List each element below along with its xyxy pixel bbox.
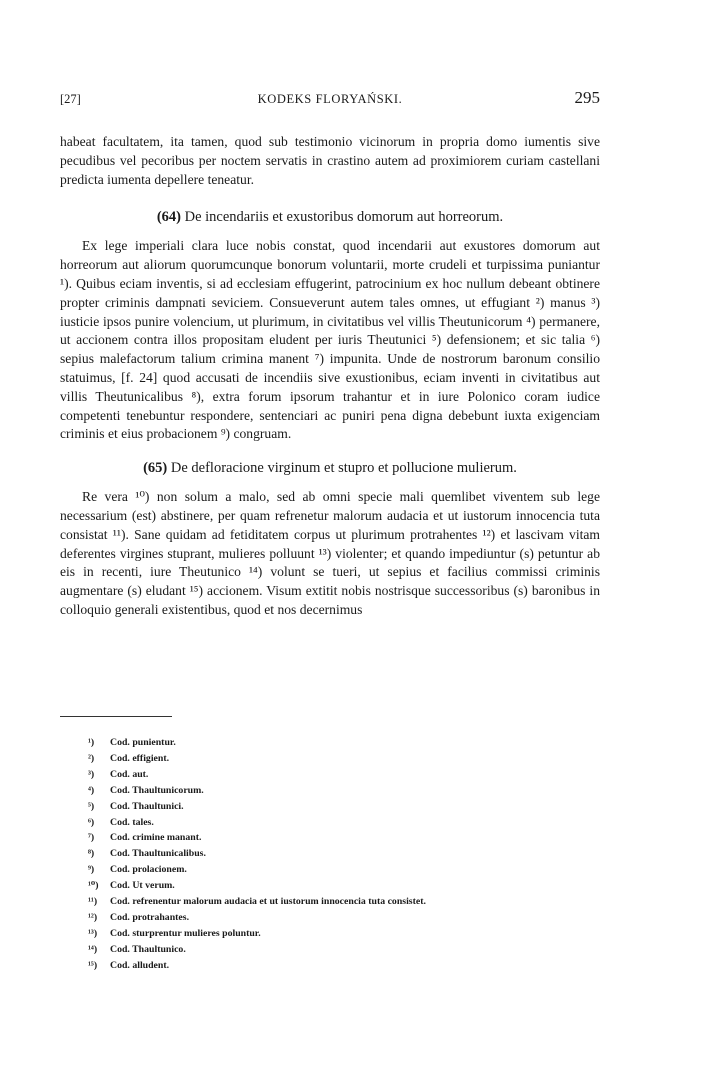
footnote-text: Cod. refrenentur malorum audacia et ut iustorum innocencia tuta consistet.	[110, 896, 426, 908]
footnote-mark: ⁹)	[88, 864, 95, 876]
footnote-text: Cod. crimine manant.	[110, 832, 202, 844]
section-65-number: (65)	[143, 460, 168, 477]
section-64-heading	[60, 207, 600, 227]
footnote-text: Cod. sturprentur mulieres poluntur.	[110, 927, 261, 939]
footnote-text: Cod. punientur.	[110, 737, 176, 748]
footnote	[88, 846, 588, 862]
footnote-mark: ⁴)	[88, 784, 95, 796]
page-number: 295	[574, 88, 600, 107]
footnote-text: Cod. Thaultunicalibus.	[110, 848, 206, 860]
footnote-text: Cod. tales.	[110, 816, 154, 828]
running-header	[60, 90, 600, 112]
footnote-mark: ⁸)	[88, 848, 95, 860]
section-65-heading	[60, 458, 600, 478]
footnote-text: Cod. effigient.	[110, 752, 170, 764]
footnote-text: Cod. prolacionem.	[110, 864, 187, 876]
section-64-number: (64)	[156, 209, 181, 226]
footnote	[88, 830, 588, 846]
footnote	[88, 862, 588, 878]
footnote	[88, 783, 588, 799]
body-text	[60, 133, 600, 620]
footnote-mark: ¹⁴)	[88, 943, 98, 955]
footnote	[88, 799, 588, 815]
footnote	[88, 751, 588, 767]
footnote-text: Cod. aut.	[110, 768, 149, 780]
footnote-mark: ⁶)	[88, 816, 95, 828]
footnote-mark: ²)	[88, 752, 95, 764]
section-65-paragraph: Re vera ¹⁰) non solum a malo, sed ab omni specie mali quemlibet viventem sub lege necessarium (est) abstinere, per quam refrenetur malorum audacia et ut iustorum innocencia tuta consistat ¹¹). Sane quidam ad fetiditatem corpus ut plurimum protrahentes ¹²) et lascivam vitam deferentes virgines stuprant, mulieres polluunt ¹³) violenter; et quando impediuntur (s) petuntur ab eis in recenti, iure Theutunico ¹⁴) volunt se tueri, ut sepius et facilius commissi criminis augmentare (s) eludant ¹⁵) accionem. Visum extitit nobis nostrisque successoribus (s) baronibus in colloquio generali existentibus, quod et nos decernimus	[60, 489, 600, 617]
footnote	[88, 942, 588, 958]
footnote	[88, 910, 588, 926]
footnote	[88, 926, 588, 942]
footnote-text: Cod. Ut verum.	[110, 880, 175, 892]
footnotes	[88, 735, 588, 974]
footnote	[88, 735, 588, 751]
footnote-mark: ³)	[88, 768, 95, 780]
footnote-mark: ⁷)	[88, 832, 95, 844]
footnote-mark: ¹⁵)	[88, 959, 98, 971]
footnote	[88, 815, 588, 831]
footnote-text: Cod. Thaultunicorum.	[110, 784, 204, 796]
footnote-text: Cod. Thaultunico.	[110, 943, 186, 955]
footnote-text: Cod. protrahantes.	[110, 911, 190, 923]
footnote-divider	[60, 716, 172, 717]
footnote	[88, 767, 588, 783]
footnote	[88, 894, 588, 910]
footnote-mark: ¹⁰)	[88, 880, 99, 892]
section-64-paragraph: Ex lege imperiali clara luce nobis constat, quod incendarii aut exustores domorum aut horreorum aut aliorum quorumcunque bonorum voluntarii, morte crudeli et turpissima puniantur ¹). Quibus eciam inventis, si ad ecclesiam effugerint, patrocinium ex hoc nullum debeant obtinere propter criminis dampnati seviciem. Consueverunt autem tales omnes, ut effugiant ²) manus ³) iusticie ipsos punire volencium, ut plurimum, in civitatibus vel villis Theutunicorum ⁴) permanere, ut accionem contra illos propositam eludent per iuris Theutunici ⁵) defensionem; et sic talia ⁶) sepius malefactorum talium crimina manent ⁷) impunita. Unde de nostrorum baronum consilio statuimus, [f. 24] quod accusati de incendiis sive exustionibus, eciam inventi in civitatibus aut villis Theutunicalibus ⁸), extra forum ipsorum trahantur et in iure Polonico coram iudice competenti tenebuntur respondere, sentenciari ac puniri pena digna debebunt iuxta exigenciam criminis et eius probacionem ⁹) congruam.	[60, 238, 600, 442]
footnote	[88, 958, 588, 974]
section-65-title: De defloracione virginum et stupro et pollucione mulierum.	[170, 460, 517, 477]
footnote-text: Cod. alludent.	[110, 959, 170, 971]
footnote-mark: ¹³)	[88, 927, 98, 939]
page-bracket-number: [27]	[60, 92, 81, 106]
footnote-mark: ¹²)	[88, 911, 98, 923]
footnote-text: Cod. Thaultunici.	[110, 800, 184, 812]
section-64-title: De incendariis et exustoribus domorum aut horreorum.	[184, 209, 504, 226]
footnote-mark: ¹¹)	[88, 896, 98, 908]
intro-paragraph: habeat facultatem, ita tamen, quod sub testimonio vicinorum in propria domo iumentis sive pecudibus vel pecoribus per noctem servatis in crastino autem ad proximiorem curiam castellani predicta iumenta depellere teneatur.	[60, 134, 600, 187]
footnote-mark: ¹)	[88, 737, 95, 748]
footnote	[88, 878, 588, 894]
running-title: KODEKS FLORYAŃSKI.	[257, 92, 403, 106]
footnote-mark: ⁵)	[88, 800, 95, 812]
